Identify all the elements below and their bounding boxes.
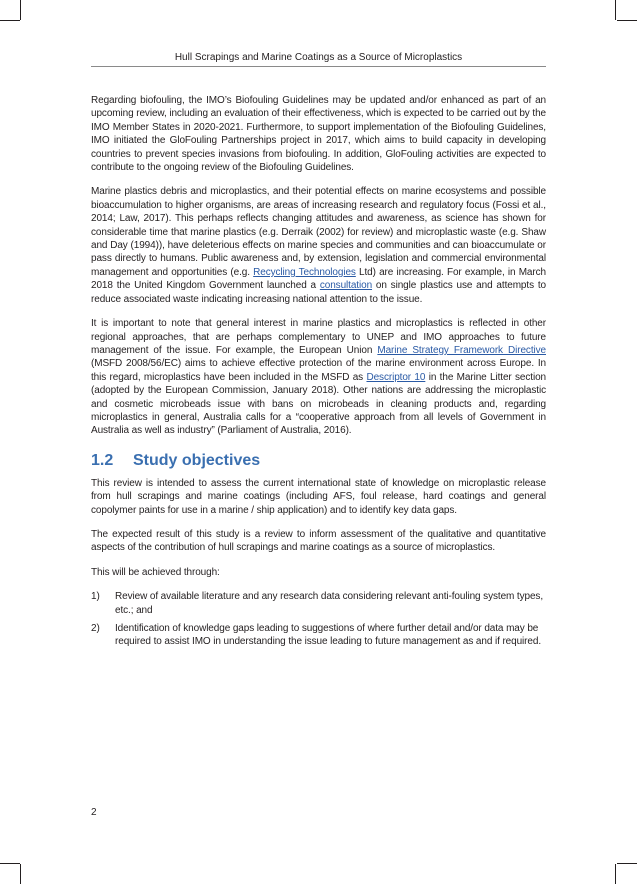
msfd-link[interactable]: Marine Strategy Framework Directive [377, 344, 546, 356]
list-item [91, 622, 546, 649]
text-run: in the Marine Litter section (adopted by the European Commission, January 2018). Other nations are addressing the microplastic and cosmetic microbeads issue with bans on microbeads in cleaning products and, regarding microplastics in general, Australia calls for a “cooperative approach from all levels of Government in Australia as well as industry” (Parliament of Australia, 2016). [91, 371, 546, 437]
paragraph: Regarding biofouling, the IMO’s Biofouling Guidelines may be updated and/or enhanced as part of an upcoming review, including an evaluation of their effectiveness, which is expected to be carried out by the IMO Member States in 2020-2021. Furthermore, to support implementation of the Biofouling Guidelines, IMO initiated the GloFouling Partnerships project in 2017, which aims to build capacity in developing countries to prevent species invasions from biofouling. In addition, GloFouling activities are expected to contribute to the ongoing review of the Biofouling Guidelines. [91, 95, 546, 174]
descriptor-10-link[interactable]: Descriptor 10 [366, 371, 426, 383]
crop-mark [0, 20, 20, 21]
text-run: Ltd) are increasing. For example, in March 2018 the United Kingdom Government launched a [91, 266, 546, 292]
header-rule [91, 66, 546, 67]
list-item [91, 590, 546, 617]
crop-mark [615, 864, 616, 884]
crop-mark [20, 864, 21, 884]
paragraph [91, 185, 546, 306]
paragraph: This review is intended to assess the current international state of knowledge on microplastic release from hull scrapings and marine coatings (including AFS, foul release, hard coatings and general copolymer paints for use in a marine / ship application) and to identify key data gaps. [91, 477, 546, 516]
objectives-list [91, 590, 546, 649]
list-item-text: Review of available literature and any research data considering relevant anti-fouling system types, etc.; and [115, 591, 544, 616]
section-heading [91, 451, 546, 471]
section-title: Study objectives [133, 451, 261, 469]
crop-mark [0, 863, 20, 864]
text-run: It is important to note that general interest in marine plastics and microplastics is reflected in other regional approaches, that are perhaps complementary to UNEP and IMO approaches to future management of the issue. For example, the European Union [91, 318, 546, 356]
text-run: (MSFD 2008/56/EC) aims to achieve effective protection of the marine environment across Europe. In this regard, microplastics have been included in the MSFD as [91, 358, 546, 383]
list-item-text: Identification of knowledge gaps leading to suggestions of where further detail and/or data may be required to assist IMO in understanding the issue leading to future management as and if required. [115, 623, 542, 648]
recycling-technologies-link[interactable]: Recycling Technologies [253, 266, 356, 278]
text-run: on single plastics use and attempts to reduce associated waste indicating increasing national attention to the issue. [91, 280, 546, 305]
list-marker: 1) [91, 591, 100, 603]
crop-mark [617, 863, 637, 864]
list-marker: 2) [91, 623, 100, 634]
page-number: 2 [91, 807, 97, 818]
running-header: Hull Scrapings and Marine Coatings as a Source of Microplastics [174, 52, 463, 63]
crop-mark [615, 0, 616, 20]
section-number: 1.2 [91, 451, 114, 469]
paragraph [91, 317, 546, 438]
text-run: Marine plastics debris and microplastics, and their potential effects on marine ecosystems and possible bioaccumulation to higher organisms, are areas of increasing research and regulatory focus (Fossi et al., 2014; Law, 2017). This perhaps reflects changing attitudes and awareness, as science has shown for considerable time that marine plastics (e.g. Derraik (2002) for review) and microplastic waste (e.g. Shaw and Day (1994)), have deleterious effects on marine species and communities and can bioaccumulate or pass directly to humans. Public awareness and, by extension, legislation and commercial environmental management and opportunities (e.g. [91, 186, 546, 278]
paragraph: This will be achieved through: [91, 566, 220, 578]
crop-mark [20, 0, 21, 20]
paragraph: The expected result of this study is a review to inform assessment of the qualitative and quantitative aspects of the contribution of hull scrapings and marine coatings as a source of microplastics. [91, 528, 546, 554]
page-body [91, 94, 546, 654]
crop-mark [617, 20, 637, 21]
consultation-link[interactable]: consultation [319, 280, 373, 292]
